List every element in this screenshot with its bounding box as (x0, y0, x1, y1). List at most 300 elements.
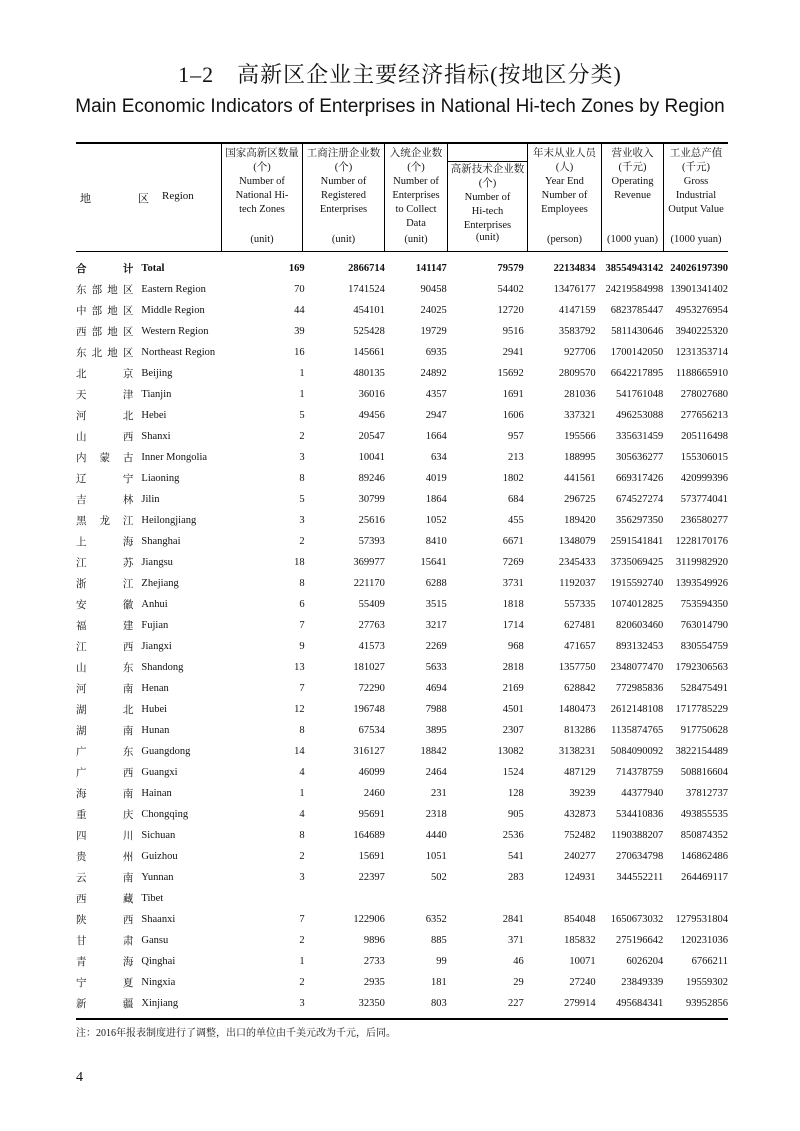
region-cn: 东北地区 (76, 348, 134, 359)
region-en: Sichuan (141, 830, 176, 841)
cell-output: 4953276954 (675, 305, 728, 316)
table-row (76, 279, 728, 300)
cell-output: 573774041 (680, 494, 728, 505)
cell-employees: 189420 (564, 515, 596, 526)
cell-output: 205116498 (681, 431, 728, 442)
region-en: Guizhou (141, 851, 178, 862)
cell-revenue: 669317426 (615, 473, 664, 484)
cell-employees: 854048 (564, 914, 596, 925)
cell-hitech: 13082 (497, 746, 524, 757)
cell-registered: 55409 (358, 599, 385, 610)
cell-hitech: 684 (508, 494, 524, 505)
header-en: Operating Revenue (611, 176, 654, 201)
cell-revenue: 270634798 (615, 851, 664, 862)
table-row (76, 846, 728, 867)
cell-zones: 8 (299, 830, 305, 841)
cell-zones (231, 888, 305, 909)
cell-hitech: 371 (508, 935, 524, 946)
cell-registered: 20547 (358, 431, 385, 442)
table-row (76, 993, 728, 1014)
region-en: Tianjin (141, 389, 172, 400)
cell-zones: 14 (294, 746, 305, 757)
cell-collect (385, 888, 447, 909)
cell-hitech: 29 (513, 977, 524, 988)
cell-output: 1188665910 (675, 368, 728, 379)
table-row (76, 363, 728, 384)
region-cn: 黑龙江 (76, 516, 134, 527)
cell-hitech: 1524 (502, 767, 524, 778)
region-en: Guangxi (141, 767, 178, 778)
cell-registered: 10041 (358, 452, 385, 463)
cell-registered: 95691 (358, 809, 385, 820)
header-unit: (1000 yuan) (670, 234, 722, 245)
cell-registered: 181027 (353, 662, 385, 673)
cell-output: 236580277 (680, 515, 728, 526)
table-row (76, 531, 728, 552)
region-en: Qinghai (141, 956, 176, 967)
cell-employees: 471657 (564, 641, 596, 652)
cell-employees: 487129 (564, 767, 596, 778)
cell-employees: 185832 (564, 935, 596, 946)
cell-collect: 24025 (420, 305, 447, 316)
data-table (76, 257, 728, 1014)
cell-revenue: 344552211 (616, 872, 664, 883)
cell-zones: 3 (299, 452, 305, 463)
region-cn: 河南 (76, 684, 134, 695)
cell-employees: 1357750 (558, 662, 596, 673)
region-en: Jilin (141, 494, 160, 505)
cell-zones: 16 (294, 347, 305, 358)
cell-output (663, 888, 728, 909)
table-row (76, 930, 728, 951)
cell-employees: 2809570 (558, 368, 596, 379)
region-en: Northeast Region (141, 347, 216, 358)
cell-output: 1231353714 (675, 347, 728, 358)
cell-collect: 1664 (425, 431, 447, 442)
region-en: Anhui (141, 599, 168, 610)
header-cn: 年末从业人员 (533, 148, 596, 159)
cell-zones: 4 (299, 767, 305, 778)
cell-collect: 18842 (420, 746, 447, 757)
cell-zones: 2 (299, 935, 305, 946)
region-en: Tibet (141, 893, 164, 904)
header-cn-unit: (个) (478, 178, 497, 189)
cell-hitech: 541 (508, 851, 524, 862)
cell-zones: 1 (299, 788, 305, 799)
cell-employees: 1192037 (559, 578, 596, 589)
cell-hitech: 957 (508, 431, 524, 442)
table-row (76, 699, 728, 720)
region-cn: 重庆 (76, 810, 134, 821)
table-row (76, 678, 728, 699)
region-en: Fujian (141, 620, 169, 631)
cell-revenue: 3735069425 (610, 557, 664, 568)
cell-employees: 27240 (569, 977, 596, 988)
region-en: Hainan (141, 788, 172, 799)
region-cn: 甘肃 (76, 936, 134, 947)
header-region-en: Region (162, 190, 194, 202)
region-cn: 四川 (76, 831, 134, 842)
cell-hitech: 283 (508, 872, 524, 883)
cell-zones: 5 (299, 410, 305, 421)
cell-zones: 9 (299, 641, 305, 652)
cell-hitech: 128 (508, 788, 524, 799)
cell-output: 1279531804 (675, 914, 728, 925)
header-unit: (unit) (475, 232, 500, 243)
cell-zones: 1 (299, 368, 305, 379)
cell-registered: 196748 (353, 704, 385, 715)
cell-output: 1792306563 (675, 662, 728, 673)
cell-hitech: 968 (508, 641, 524, 652)
region-en: Shanghai (141, 536, 181, 547)
cell-employees: 752482 (564, 830, 596, 841)
region-cn: 湖南 (76, 726, 134, 737)
cell-employees: 1348079 (558, 536, 596, 547)
cell-registered: 22397 (358, 872, 385, 883)
cell-zones: 44 (294, 305, 305, 316)
header-en: Number of Registered Enterprises (319, 176, 368, 215)
region-en: Hebei (141, 410, 167, 421)
region-en: Shaanxi (141, 914, 176, 925)
table-row (76, 552, 728, 573)
cell-output: 1228170176 (675, 536, 728, 547)
cell-employees: 195566 (564, 431, 596, 442)
cell-hitech: 15692 (497, 368, 524, 379)
header-cn-unit: (个) (407, 162, 425, 173)
table-row (76, 804, 728, 825)
region-cn: 青海 (76, 957, 134, 968)
cell-registered: 145661 (353, 347, 385, 358)
cell-collect: 4019 (425, 473, 447, 484)
region-cn: 辽宁 (76, 474, 134, 485)
cell-collect: 6352 (425, 914, 447, 925)
header-region-cn: 地 区 (80, 193, 167, 205)
cell-collect: 8410 (425, 536, 447, 547)
cell-zones: 8 (299, 578, 305, 589)
cell-registered: 2460 (363, 788, 385, 799)
table-bottom-rule (76, 1018, 728, 1020)
cell-hitech: 2536 (502, 830, 524, 841)
cell-registered: 2733 (363, 956, 385, 967)
cell-registered: 15691 (358, 851, 385, 862)
table-row (76, 741, 728, 762)
cell-hitech: 7269 (502, 557, 524, 568)
cell-zones: 8 (299, 473, 305, 484)
cell-revenue: 893132453 (615, 641, 664, 652)
region-en: Chongqing (141, 809, 189, 820)
cell-hitech: 1714 (502, 620, 524, 631)
cell-zones: 13 (294, 662, 305, 673)
cell-registered: 2935 (363, 977, 385, 988)
cell-zones: 3 (299, 872, 305, 883)
cell-hitech: 1802 (502, 473, 524, 484)
cell-revenue: 335631459 (615, 431, 664, 442)
header-unit: (unit) (404, 234, 428, 245)
header-unit: (unit) (331, 234, 356, 245)
cell-employees: 22134834 (553, 262, 596, 274)
cell-employees (524, 888, 596, 909)
cell-hitech: 12720 (497, 305, 524, 316)
cell-hitech: 4501 (502, 704, 524, 715)
cell-collect: 4694 (425, 683, 447, 694)
cell-output: 917750628 (680, 725, 728, 736)
region-en: Hunan (141, 725, 170, 736)
region-cn: 安徽 (76, 600, 134, 611)
header-en: Year End Number of Employees (541, 176, 588, 215)
cell-employees: 39239 (569, 788, 596, 799)
region-en: Total (141, 262, 165, 274)
cell-hitech: 455 (508, 515, 524, 526)
region-cn: 西藏 (76, 894, 134, 905)
cell-output: 24026197390 (670, 262, 728, 274)
region-en: Shanxi (141, 431, 171, 442)
cell-revenue: 2591541841 (610, 536, 664, 547)
cell-collect: 502 (430, 872, 447, 883)
page-title-cn: 1–2 高新区企业主要经济指标(按地区分类) (178, 62, 622, 87)
cell-registered: 27763 (358, 620, 385, 631)
region-cn: 中部地区 (76, 306, 134, 317)
region-en: Middle Region (141, 305, 205, 316)
cell-revenue: 1074012825 (610, 599, 664, 610)
cell-output: 93952856 (686, 998, 728, 1009)
header-cn-unit: (千元) (682, 162, 710, 173)
header-col-output (664, 147, 728, 247)
cell-output: 13901341402 (670, 284, 728, 295)
cell-registered: 36016 (358, 389, 385, 400)
header-cn-unit: (人) (555, 162, 574, 173)
region-en: Eastern Region (141, 284, 206, 295)
cell-revenue: 772985836 (615, 683, 664, 694)
cell-hitech: 2941 (502, 347, 524, 358)
region-cn: 福建 (76, 621, 134, 632)
header-cn: 工商注册企业数 (306, 148, 381, 159)
cell-employees: 628842 (564, 683, 596, 694)
cell-revenue: 1190388207 (611, 830, 664, 841)
cell-collect: 90458 (420, 284, 447, 295)
region-en: Zhejiang (141, 578, 179, 589)
cell-employees: 10071 (569, 956, 596, 967)
cell-hitech: 905 (508, 809, 524, 820)
cell-registered: 454101 (353, 305, 385, 316)
cell-zones: 4 (299, 809, 305, 820)
region-cn: 山西 (76, 432, 134, 443)
cell-registered: 67534 (358, 725, 385, 736)
region-en: Yunnan (141, 872, 174, 883)
cell-registered: 9896 (363, 935, 385, 946)
cell-registered: 46099 (358, 767, 385, 778)
cell-employees: 279914 (564, 998, 596, 1009)
header-cn: 营业收入 (611, 148, 654, 159)
cell-output: 1717785229 (675, 704, 728, 715)
cell-zones: 8 (299, 725, 305, 736)
region-cn: 海南 (76, 789, 134, 800)
table-top-rule (76, 142, 728, 144)
cell-hitech: 1606 (502, 410, 524, 421)
table-row (76, 972, 728, 993)
cell-collect: 4357 (425, 389, 447, 400)
cell-revenue: 820603460 (615, 620, 664, 631)
cell-collect: 2269 (425, 641, 447, 652)
cell-collect: 2318 (425, 809, 447, 820)
cell-revenue: 6823785447 (610, 305, 664, 316)
header-col-collect (385, 147, 447, 247)
footnote: 注：2016年报表制度进行了调整，出口的单位由千美元改为千元，后同。 (76, 1028, 396, 1039)
cell-registered: 49456 (358, 410, 385, 421)
cell-employees: 240277 (564, 851, 596, 862)
cell-collect: 1051 (425, 851, 447, 862)
table-row (76, 510, 728, 531)
cell-collect: 6288 (425, 578, 447, 589)
cell-collect: 19729 (420, 326, 447, 337)
cell-output: 420999396 (680, 473, 728, 484)
cell-collect: 3217 (425, 620, 447, 631)
cell-revenue: 6026204 (626, 956, 664, 967)
cell-registered: 72290 (358, 683, 385, 694)
cell-revenue: 496253088 (615, 410, 664, 421)
cell-registered: 122906 (353, 914, 385, 925)
table-row (76, 468, 728, 489)
cell-output: 278027680 (680, 389, 728, 400)
header-cn-unit: (千元) (618, 162, 647, 173)
cell-employees: 432873 (564, 809, 596, 820)
header-unit: (person) (547, 234, 582, 245)
cell-revenue: 1700142050 (610, 347, 664, 358)
cell-collect: 231 (430, 788, 447, 799)
cell-revenue (596, 888, 664, 909)
cell-hitech: 6671 (502, 536, 524, 547)
cell-output: 528475491 (680, 683, 728, 694)
cell-output: 493855535 (680, 809, 728, 820)
region-cn: 山东 (76, 663, 134, 674)
cell-zones: 12 (294, 704, 305, 715)
cell-zones: 18 (294, 557, 305, 568)
header-en: Gross Industrial Output Value (668, 176, 724, 215)
cell-output: 3940225320 (675, 326, 728, 337)
cell-zones: 6 (299, 599, 305, 610)
table-row (76, 657, 728, 678)
cell-zones: 3 (299, 515, 305, 526)
cell-zones: 3 (299, 998, 305, 1009)
cell-registered (305, 888, 385, 909)
header-col-hitech (448, 163, 527, 249)
region-cn: 浙江 (76, 579, 134, 590)
cell-revenue: 38554943142 (605, 262, 664, 274)
region-en: Hubei (141, 704, 168, 715)
cell-zones: 2 (299, 977, 305, 988)
cell-registered: 1741524 (348, 284, 385, 295)
page-number: 4 (76, 1070, 83, 1085)
region-cn: 云南 (76, 873, 134, 884)
cell-revenue: 714378759 (615, 767, 664, 778)
cell-hitech: 79579 (497, 262, 524, 274)
header-subrule (447, 161, 527, 162)
header-col-employees (528, 147, 601, 247)
cell-hitech: 46 (513, 956, 524, 967)
header-cn: 入统企业数 (389, 148, 443, 159)
cell-zones: 2 (299, 851, 305, 862)
cell-registered: 30799 (358, 494, 385, 505)
cell-revenue: 2612148108 (610, 704, 664, 715)
cell-hitech: 3731 (502, 578, 524, 589)
cell-employees: 3583792 (558, 326, 596, 337)
cell-employees: 337321 (564, 410, 596, 421)
cell-output: 763014790 (680, 620, 728, 631)
cell-output: 277656213 (680, 410, 728, 421)
cell-hitech: 2307 (502, 725, 524, 736)
region-en: Guangdong (141, 746, 191, 757)
cell-collect: 3515 (425, 599, 447, 610)
cell-registered: 369977 (353, 557, 385, 568)
cell-zones: 7 (299, 683, 305, 694)
cell-hitech: 1691 (502, 389, 524, 400)
header-col-registered (303, 147, 384, 247)
region-en: Jiangxi (141, 641, 172, 652)
cell-zones: 70 (294, 284, 305, 295)
cell-revenue: 534410836 (615, 809, 664, 820)
cell-revenue: 2348077470 (610, 662, 664, 673)
cell-employees: 927706 (564, 347, 596, 358)
page-title-en: Main Economic Indicators of Enterprises in National Hi-tech Zones by Region (75, 96, 725, 117)
region-en: Gansu (141, 935, 169, 946)
region-cn: 广西 (76, 768, 134, 779)
header-cn: 高新技术企业数 (450, 164, 525, 175)
region-en: Xinjiang (141, 998, 179, 1009)
cell-output: 6766211 (691, 956, 728, 967)
region-cn: 贵州 (76, 852, 134, 863)
region-en: Inner Mongolia (141, 452, 208, 463)
region-cn: 湖北 (76, 705, 134, 716)
cell-output: 830554759 (680, 641, 728, 652)
cell-revenue: 1135874765 (611, 725, 664, 736)
region-cn: 江苏 (76, 558, 134, 569)
table-row (76, 762, 728, 783)
table-row (76, 825, 728, 846)
cell-revenue: 44377940 (621, 788, 664, 799)
cell-hitech: 2818 (502, 662, 524, 673)
region-cn: 江西 (76, 642, 134, 653)
cell-zones: 39 (294, 326, 305, 337)
region-en: Ningxia (141, 977, 176, 988)
cell-registered: 525428 (353, 326, 385, 337)
table-row (76, 594, 728, 615)
cell-registered: 2866714 (348, 262, 385, 274)
cell-collect: 99 (436, 956, 447, 967)
cell-output: 264469117 (681, 872, 728, 883)
cell-output: 753594350 (680, 599, 728, 610)
cell-output: 508816604 (680, 767, 728, 778)
region-en: Beijing (141, 368, 173, 379)
cell-collect: 5633 (425, 662, 447, 673)
cell-hitech (447, 888, 524, 909)
cell-employees: 124931 (564, 872, 596, 883)
cell-zones: 7 (299, 914, 305, 925)
cell-collect: 634 (430, 452, 447, 463)
region-en: Liaoning (141, 473, 180, 484)
header-col-revenue (602, 147, 663, 247)
cell-collect: 2464 (425, 767, 447, 778)
cell-employees: 4147159 (558, 305, 596, 316)
cell-registered: 41573 (358, 641, 385, 652)
cell-zones: 169 (288, 262, 305, 274)
cell-output: 3822154489 (675, 746, 728, 757)
cell-collect: 1052 (425, 515, 447, 526)
table-row (76, 573, 728, 594)
table-header-rule (76, 251, 728, 252)
table-row (76, 447, 728, 468)
region-cn: 宁夏 (76, 978, 134, 989)
region-cn: 新疆 (76, 999, 134, 1010)
table-row (76, 783, 728, 804)
